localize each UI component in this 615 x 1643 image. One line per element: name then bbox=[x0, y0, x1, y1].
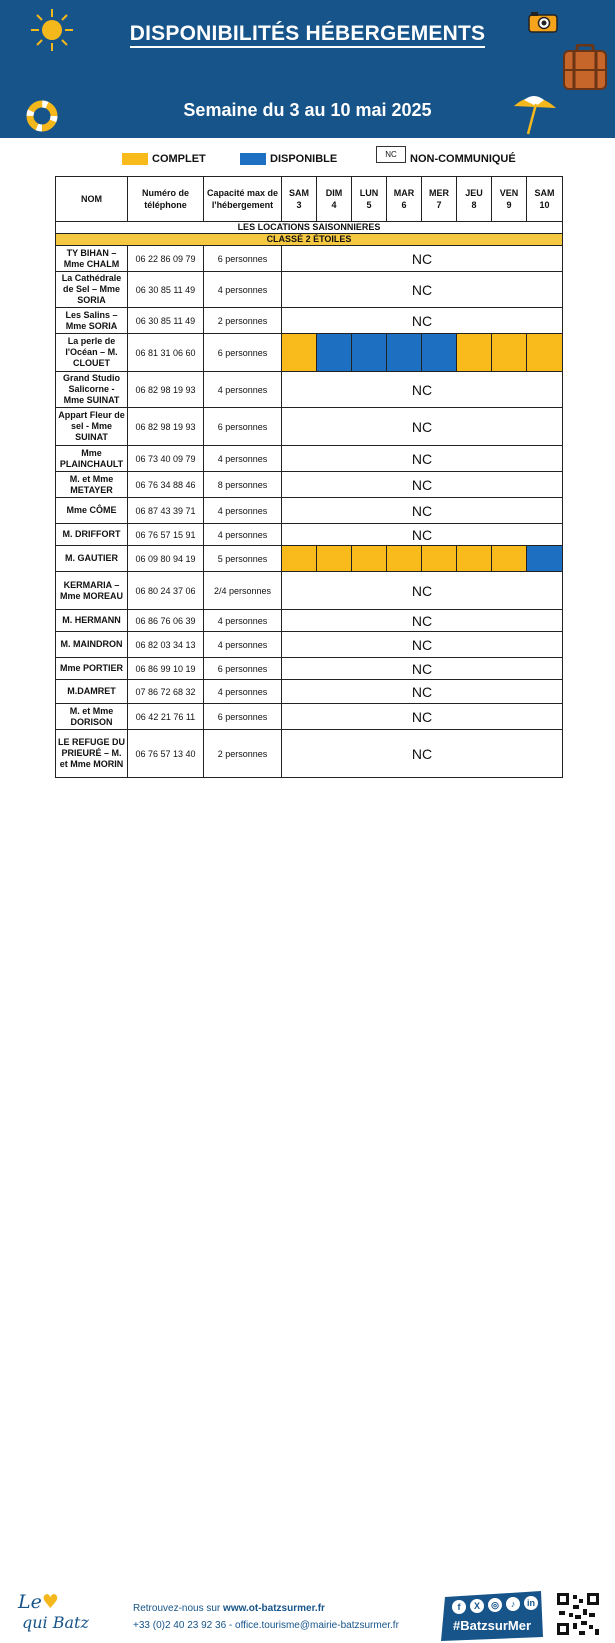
capacity: 4 personnes bbox=[204, 610, 282, 632]
footer-website-line: Retrouvez-nous sur www.ot-batzsurmer.fr bbox=[133, 1603, 325, 1614]
legend-disponible-label: DISPONIBLE bbox=[270, 153, 338, 165]
header-banner bbox=[0, 0, 615, 138]
day-cell-disponible bbox=[317, 334, 352, 372]
accommodation-name: TY BIHAN – Mme CHALM bbox=[56, 246, 128, 272]
availability-nc: NC bbox=[282, 246, 563, 272]
capacity: 8 personnes bbox=[204, 472, 282, 498]
capacity: 6 personnes bbox=[204, 704, 282, 730]
table-row bbox=[56, 680, 563, 704]
day-cell-complet bbox=[492, 546, 527, 572]
capacity: 2 personnes bbox=[204, 730, 282, 778]
availability-nc: NC bbox=[282, 704, 563, 730]
camera-icon bbox=[528, 11, 558, 33]
day-cell-complet bbox=[352, 546, 387, 572]
table-row bbox=[56, 704, 563, 730]
col-header-day: MER 7 bbox=[422, 177, 457, 222]
table-row bbox=[56, 610, 563, 632]
phone-number: 06 22 86 09 79 bbox=[128, 246, 204, 272]
day-cell-complet bbox=[282, 546, 317, 572]
svg-text:♪: ♪ bbox=[510, 1599, 516, 1609]
table-row bbox=[56, 446, 563, 472]
col-header-day: VEN 9 bbox=[492, 177, 527, 222]
table-row bbox=[56, 498, 563, 524]
availability-nc: NC bbox=[282, 632, 563, 658]
phone-number: 06 86 76 06 39 bbox=[128, 610, 204, 632]
accommodation-name: Mme CÔME bbox=[56, 498, 128, 524]
qr-code[interactable] bbox=[555, 1591, 601, 1637]
capacity: 4 personnes bbox=[204, 498, 282, 524]
availability-nc: NC bbox=[282, 572, 563, 610]
day-cell-complet bbox=[492, 334, 527, 372]
day-cell-complet bbox=[457, 334, 492, 372]
batz-logo: Le♥ qui Batz bbox=[18, 1591, 89, 1632]
svg-text:◎: ◎ bbox=[491, 1600, 499, 1610]
availability-nc: NC bbox=[282, 680, 563, 704]
availability-nc: NC bbox=[282, 372, 563, 408]
day-cell-complet bbox=[282, 334, 317, 372]
capacity: 6 personnes bbox=[204, 658, 282, 680]
phone-number: 07 86 72 68 32 bbox=[128, 680, 204, 704]
availability-nc: NC bbox=[282, 272, 563, 308]
lifebuoy-icon bbox=[26, 100, 58, 132]
accommodation-name: Appart Fleur de sel - Mme SUINAT bbox=[56, 408, 128, 446]
accommodation-name: M. et Mme DORISON bbox=[56, 704, 128, 730]
week-subtitle: Semaine du 3 au 10 mai 2025 bbox=[183, 100, 432, 120]
phone-number: 06 80 24 37 06 bbox=[128, 572, 204, 610]
col-header-day: SAM 10 bbox=[527, 177, 563, 222]
capacity: 4 personnes bbox=[204, 524, 282, 546]
section-title: LES LOCATIONS SAISONNIERES bbox=[56, 222, 563, 234]
day-cell-disponible bbox=[422, 334, 457, 372]
classification-title: CLASSÉ 2 ÉTOILES bbox=[56, 234, 563, 246]
table-header-row bbox=[56, 177, 563, 222]
section-row bbox=[56, 222, 563, 234]
footer bbox=[0, 792, 615, 1633]
availability-nc: NC bbox=[282, 472, 563, 498]
accommodation-name: LE REFUGE DU PRIEURÉ – M. et Mme MORIN bbox=[56, 730, 128, 778]
accommodation-name: La perle de l'Océan – M. CLOUET bbox=[56, 334, 128, 372]
availability-nc: NC bbox=[282, 524, 563, 546]
phone-number: 06 86 99 10 19 bbox=[128, 658, 204, 680]
availability-nc: NC bbox=[282, 498, 563, 524]
legend-nc-box: NC bbox=[376, 146, 406, 163]
day-cell-complet bbox=[317, 546, 352, 572]
table-row bbox=[56, 632, 563, 658]
beach-umbrella-icon bbox=[512, 94, 558, 136]
accommodation-name: M. GAUTIER bbox=[56, 546, 128, 572]
capacity: 5 personnes bbox=[204, 546, 282, 572]
table-row bbox=[56, 572, 563, 610]
day-cell-complet bbox=[527, 334, 563, 372]
table-row bbox=[56, 408, 563, 446]
svg-text:in: in bbox=[527, 1598, 535, 1608]
capacity: 6 personnes bbox=[204, 246, 282, 272]
day-cell-disponible bbox=[387, 334, 422, 372]
capacity: 2/4 personnes bbox=[204, 572, 282, 610]
page-title: DISPONIBILITÉS HÉBERGEMENTS bbox=[0, 22, 615, 46]
capacity: 6 personnes bbox=[204, 408, 282, 446]
col-header-tel: Numéro de téléphone bbox=[128, 177, 204, 222]
table-row bbox=[56, 272, 563, 308]
phone-number: 06 30 85 11 49 bbox=[128, 308, 204, 334]
social-media-badge[interactable] bbox=[437, 1589, 547, 1643]
day-cell-complet bbox=[457, 546, 492, 572]
accommodation-name: M. HERMANN bbox=[56, 610, 128, 632]
capacity: 4 personnes bbox=[204, 446, 282, 472]
col-header-day: SAM 3 bbox=[282, 177, 317, 222]
accommodation-name: Les Salins – Mme SORIA bbox=[56, 308, 128, 334]
availability-nc: NC bbox=[282, 446, 563, 472]
legend-disponible-swatch bbox=[240, 153, 266, 165]
phone-number: 06 76 34 88 46 bbox=[128, 472, 204, 498]
svg-text:X: X bbox=[473, 1601, 481, 1611]
accommodation-name: Grand Studio Salicorne - Mme SUINAT bbox=[56, 372, 128, 408]
table-row bbox=[56, 472, 563, 498]
phone-number: 06 81 31 06 60 bbox=[128, 334, 204, 372]
accommodation-name: M. et Mme METAYER bbox=[56, 472, 128, 498]
capacity: 6 personnes bbox=[204, 334, 282, 372]
accommodation-name: Mme PORTIER bbox=[56, 658, 128, 680]
accommodation-name: KERMARIA – Mme MOREAU bbox=[56, 572, 128, 610]
capacity: 4 personnes bbox=[204, 272, 282, 308]
col-header-day: LUN 5 bbox=[352, 177, 387, 222]
legend bbox=[0, 146, 615, 172]
table-row bbox=[56, 246, 563, 272]
phone-number: 06 82 98 19 93 bbox=[128, 408, 204, 446]
accommodation-name: La Cathédrale de Sel – Mme SORIA bbox=[56, 272, 128, 308]
availability-nc: NC bbox=[282, 730, 563, 778]
table-row bbox=[56, 524, 563, 546]
day-cell-complet bbox=[422, 546, 457, 572]
classification-row bbox=[56, 234, 563, 246]
day-cell-disponible bbox=[527, 546, 563, 572]
phone-number: 06 73 40 09 79 bbox=[128, 446, 204, 472]
accommodation-name: M. DRIFFORT bbox=[56, 524, 128, 546]
phone-number: 06 09 80 94 19 bbox=[128, 546, 204, 572]
legend-nc-label: NON-COMMUNIQUÉ bbox=[410, 153, 516, 165]
phone-number: 06 30 85 11 49 bbox=[128, 272, 204, 308]
accommodation-name: Mme PLAINCHAULT bbox=[56, 446, 128, 472]
table-row bbox=[56, 730, 563, 778]
hashtag-label: #BatzsurMer bbox=[452, 1618, 532, 1633]
col-header-nom: NOM bbox=[56, 177, 128, 222]
availability-nc: NC bbox=[282, 610, 563, 632]
phone-number: 06 76 57 13 40 bbox=[128, 730, 204, 778]
day-cell-complet bbox=[387, 546, 422, 572]
capacity: 4 personnes bbox=[204, 632, 282, 658]
capacity: 4 personnes bbox=[204, 372, 282, 408]
table-row bbox=[56, 546, 563, 572]
availability-nc: NC bbox=[282, 658, 563, 680]
col-header-day: MAR 6 bbox=[387, 177, 422, 222]
availability-nc: NC bbox=[282, 408, 563, 446]
table-row bbox=[56, 334, 563, 372]
accommodation-name: M.DAMRET bbox=[56, 680, 128, 704]
phone-number: 06 82 03 34 13 bbox=[128, 632, 204, 658]
availability-nc: NC bbox=[282, 308, 563, 334]
legend-complet-label: COMPLET bbox=[152, 153, 206, 165]
table-row bbox=[56, 308, 563, 334]
col-header-capacite: Capacité max de l'hébergement bbox=[204, 177, 282, 222]
footer-contact-line: +33 (0)2 40 23 92 36 - office.tourisme@mairie-batzsurmer.fr bbox=[133, 1620, 399, 1631]
table-row bbox=[56, 372, 563, 408]
col-header-day: JEU 8 bbox=[457, 177, 492, 222]
phone-number: 06 87 43 39 71 bbox=[128, 498, 204, 524]
accommodation-name: M. MAINDRON bbox=[56, 632, 128, 658]
website-link[interactable]: www.ot-batzsurmer.fr bbox=[223, 1603, 325, 1614]
suitcase-icon bbox=[562, 44, 608, 92]
phone-number: 06 76 57 15 91 bbox=[128, 524, 204, 546]
availability-table bbox=[55, 176, 563, 778]
day-cell-disponible bbox=[352, 334, 387, 372]
col-header-day: DIM 4 bbox=[317, 177, 352, 222]
phone-number: 06 82 98 19 93 bbox=[128, 372, 204, 408]
capacity: 2 personnes bbox=[204, 308, 282, 334]
table-row bbox=[56, 658, 563, 680]
phone-number: 06 42 21 76 11 bbox=[128, 704, 204, 730]
legend-complet-swatch bbox=[122, 153, 148, 165]
capacity: 4 personnes bbox=[204, 680, 282, 704]
svg-text:f: f bbox=[457, 1602, 461, 1612]
